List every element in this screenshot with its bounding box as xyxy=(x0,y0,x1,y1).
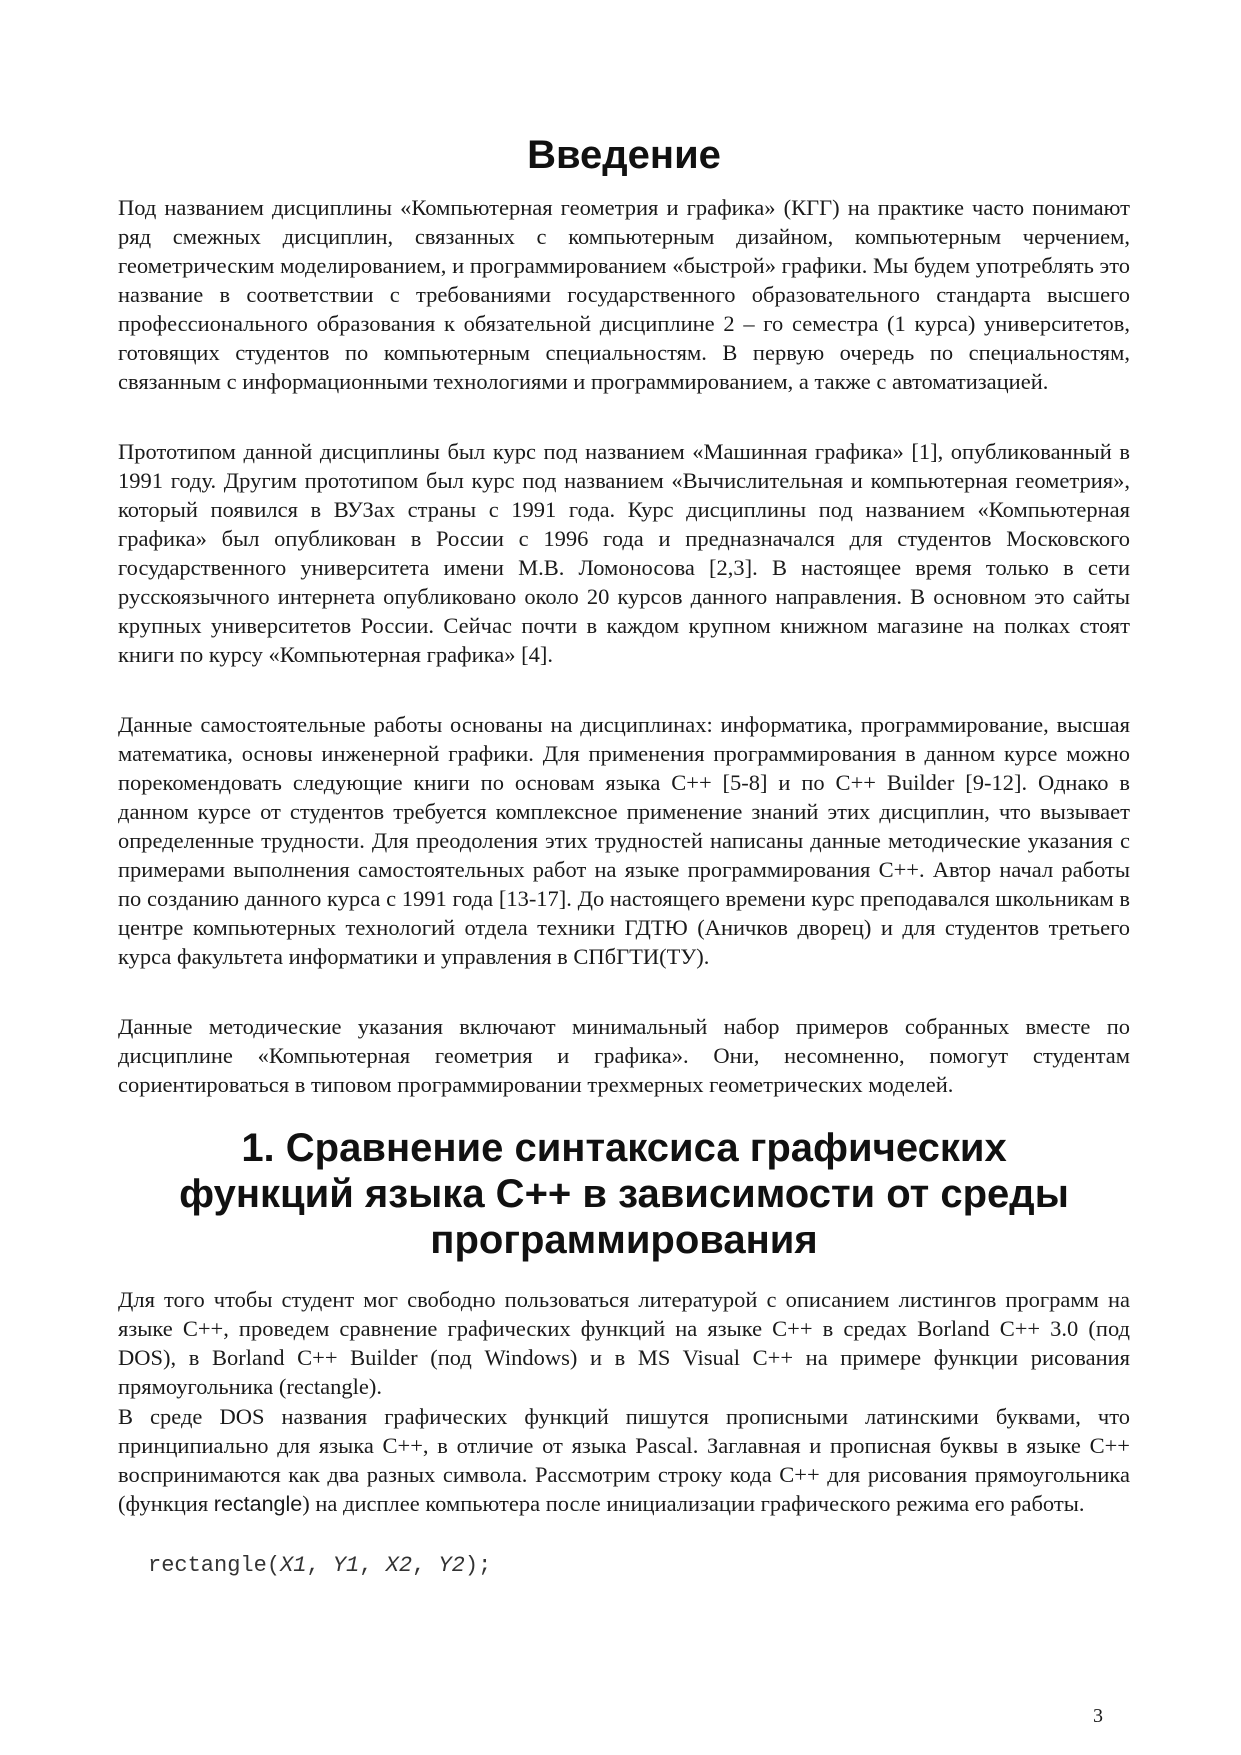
intro-heading: Введение xyxy=(527,133,721,177)
code-separator: , xyxy=(306,1553,333,1578)
code-line-rectangle xyxy=(148,1552,491,1580)
code-arg-y1: Y1 xyxy=(332,1553,360,1578)
section-1-paragraph-1: Для того чтобы студент мог свободно пользоваться литературой с описанием листингов программ на языке С++, проведем сравнение графических функций на языке С++ в средах Borland C++ 3.0 (под DOS), в Borland C++ Builder (под Windows) и в MS Visual C++ на примере функции рисования прямоугольника (rectangle). xyxy=(118,1287,1130,1399)
intro-paragraph-3: Данные самостоятельные работы основаны на дисциплинах: информатика, программирование, высшая математика, основы инженерной графики. Для применения программирования в данном курсе можно порекомендовать следующие книги по основам языка С++ [5-8] и по С++ Builder [9-12]. Однако в данном курсе от студентов требуется комплексное применение знаний этих дисциплин, что вызывает определенные трудности. Для преодоления этих трудностей написаны данные методические указания с примерами выполнения самостоятельных работ на языке программирования С++. Автор начал работы по созданию данного курса с 1991 года [13-17]. До настоящего времени курс преподавался школьникам в центре компьютерных технологий отдела техники ГДТЮ (Аничков дворец) и для студентов третьего курса факультета информатики и управления в СПбГТИ(ТУ). xyxy=(118,712,1130,969)
section-1-paragraph-2 xyxy=(118,1402,1130,1519)
page-number: 3 xyxy=(1093,1705,1103,1727)
code-arg-y2: Y2 xyxy=(438,1553,465,1578)
section-1-heading-line-3: программирования xyxy=(430,1218,818,1262)
code-end: ); xyxy=(464,1553,492,1578)
section-1-heading xyxy=(118,1125,1130,1263)
section-1-heading-line-2: функций языка С++ в зависимости от среды xyxy=(179,1172,1069,1216)
intro-paragraph-2: Прототипом данной дисциплины был курс под названием «Машинная графика» [1], опубликованный в 1991 году. Другим прототипом был курс под названием «Вычислительная и компьютерная геометрия», который появился в ВУЗах страны с 1991 года. Курс дисциплины под названием «Компьютерная графика» был опубликован в России с 1996 года и предназначался для студентов Московского государственного университета имени М.В. Ломоносова [2,3]. В настоящее время только в сети русскоязычного интернета опубликовано около 20 курсов данного направления. В основном это сайты крупных университетов России. Сейчас почти в каждом крупном книжном магазине на полках стоят книги по курсу «Компьютерная графика» [4]. xyxy=(118,439,1130,667)
code-function: rectangle( xyxy=(148,1553,281,1578)
intro-paragraph-1: Под названием дисциплины «Компьютерная геометрия и графика» (КГГ) на практике часто понимают ряд смежных дисциплин, связанных с компьютерным дизайном, компьютерным черчением, геометрическим моделированием, и программированием «быстрой» графики. Мы будем употреблять это название в соответствии с требованиями государственного образовательного стандарта высшего профессионального образования к обязательной дисциплине 2 – го семестра (1 курса) университетов, готовящих студентов по компьютерным специальностям. В первую очередь по специальностям, связанным с информационными технологиями и программированием, а также с автоматизацией. xyxy=(118,195,1130,394)
intro-paragraph-4: Данные методические указания включают минимальный набор примеров собранных вместе по дисциплине «Компьютерная геометрия и графика». Они, несомненно, помогут студентам сориентироваться в типовом программировании трехмерных геометрических моделей. xyxy=(118,1014,1130,1097)
section-1-heading-line-1: 1. Сравнение синтаксиса графических xyxy=(241,1126,1007,1170)
code-arg-x1: X1 xyxy=(280,1553,307,1578)
inline-function-name: rectangle xyxy=(213,1492,303,1516)
code-separator: , xyxy=(359,1553,386,1578)
code-separator: , xyxy=(412,1553,439,1578)
paragraph-text-after: ) на дисплее компьютера после инициализации графического режима его работы. xyxy=(302,1491,1085,1516)
paragraph-text-before: В среде DOS названия графических функций пишутся прописными латинскими буквами, что принципиально для языка С++, в отличие от языка Pascal. Заглавная и прописная буквы в языке С++ воспринимаются как два разных символа. Рассмотрим строку кода С++ для рисования прямоугольника (функция xyxy=(118,1404,1130,1516)
code-arg-x2: X2 xyxy=(385,1553,413,1578)
